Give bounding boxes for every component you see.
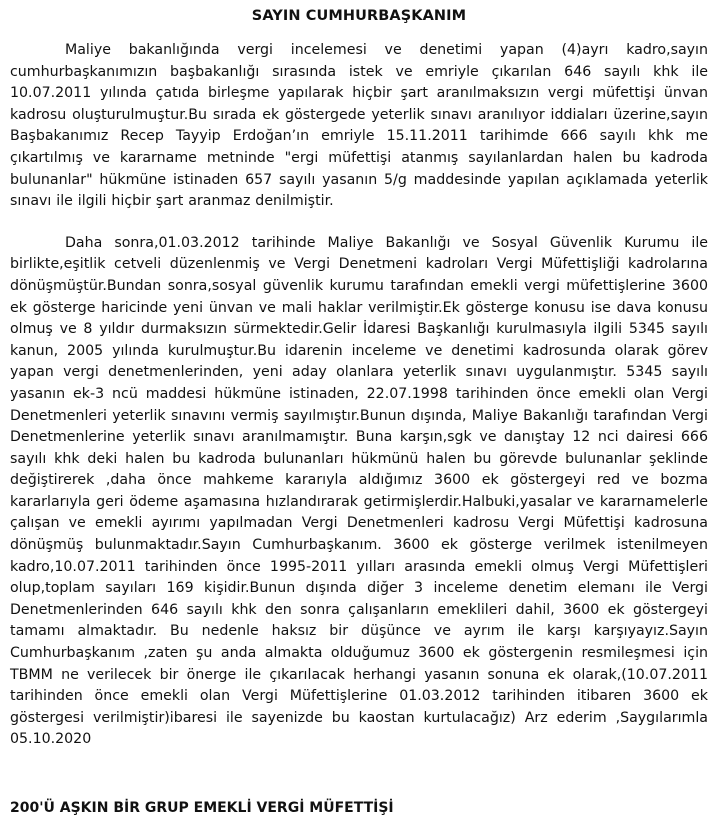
signature-line: 200'Ü AŞKIN BİR GRUP EMEKLİ VERGİ MÜFETTİŞİ [10,800,394,816]
letter-title: SAYIN CUMHURBAŞKANIM [251,8,467,24]
paragraph-1: Maliye bakanlığında vergi incelemesi ve denetimi yapan (4)ayrı kadro,sayın cumhurbaşkanımızın başbakanlığı sırasında istek ve emriyle çıkarılan 646 sayılı khk ile 10.07.2011 yılında çatıda birleşme yapılarak hiçbir şart aranılmaksızın vergi müfettişi ünvan kadrosu oluşturulmuştur.Bu sırada ek göstergede yeterlik sınavı aranılıyor iddiaları üzerine,sayın Başbakanımız Recep Tayyip Erdoğan’ın emriyle 15.11.2011 tarihimde 666 sayılı khk me çıkartılmış ve kararname metninde "ergi müfettişi atanmış sayılanlardan halen bu kadroda bulunanlar" hükmüne istinaden 657 sayılı yasanın 5/g maddesinde yapılan açıklamada yeterlik sınavı ile ilgili hiçbir şart aranmaz denilmiştir. [10,42,708,210]
paragraph-2: Daha sonra,01.03.2012 tarihinde Maliye Bakanlığı ve Sosyal Güvenlik Kurumu ile birlikte,eşitlik cetveli düzenlenmiş ve Vergi Denetmeni kadroları Vergi Müfettişliği kadrolarına dönüşmüştür.Bundan sonra,sosyal güvenlik kurumu tarafından emekli vergi müfettişlerine 3600 ek gösterge haricinde yeni ünvan ve mali haklar verilmiştir.Ek gösterge konusu ise dava konusu olmuş ve 8 yıldır durmaksızın sürmektedir.Gelir İdaresi Başkanlığı kurulmasıyla ilgili 5345 sayılı kanun, 2005 yılında kurulmuştur.Bu idarenin inceleme ve denetimi kadrosunda olarak görev yapan vergi denetmenlerinden, yeni aday olanlara yeterlik sınavı uygulanmıştır. 5345 sayılı yasanın ek-3 ncü maddesi hükmüne istinaden, 22.07.1998 tarihinden önce emekli olan Vergi Denetmenleri yeterlik sınavını vermiş sayılmıştır.Bunun dışında, Maliye Bakanlığı tarafından Vergi Denetmenlerine yeterlik sınavı aranılmamıştır. Buna karşın,sgk ve danıştay 12 nci dairesi 666 sayılı khk deki halen bu kadroda bulunanları hükmünü halen bu görevde bulunanlar şeklinde değiştirerek ,daha önce mahkeme kararıyla aldığımız 3600 ek göstergeyi red ve bozma kararlarıyla geri ödeme aşamasına hızlandırarak getirmişlerdir.Halbuki,yasalar ve kararnamelerle çalışan ve emekli ayırımı yapılmadan Vergi Denetmenleri kadrosu Vergi Müfettişi kadrosuna dönüşmüş bulunmaktadır.Sayın Cumhurbaşkanım. 3600 ek gösterge verilmek istenilmeyen kadro,10.07.2011 tarihinden önce 1995-2011 yılları arasında emekli olmuş Vergi Müfettişleri olup,toplam sayıları 169 kişidir.Bunun dışında diğer 3 inceleme denetim elemanı ile Vergi Denetmenlerinden 646 sayılı khk den sonra çalışanların emeklileri dahil, 3600 ek göstergeyi tamamı almaktadır. Bu nedenle haksız bir düşünce ve ayrım ile karşı karşıyayız.Sayın Cumhurbaşkanım ,zaten şu anda almakta olduğumuz 3600 ek göstergenin resmileşmesi için TBMM ne verilecek bir önerge ile çıkarılacak herhangi yasanın sonuna ek olarak,(10.07.2011 tarihinden önce emekli olan Vergi Müfettişlerine 01.03.2012 tarihinden itibaren 3600 ek göstergesi verilmiştir)ibaresi ile sayenizde bu kaostan kurtulacağız) Arz ederim ,Saygılarımla 05.10.2020 [10,234,708,748]
